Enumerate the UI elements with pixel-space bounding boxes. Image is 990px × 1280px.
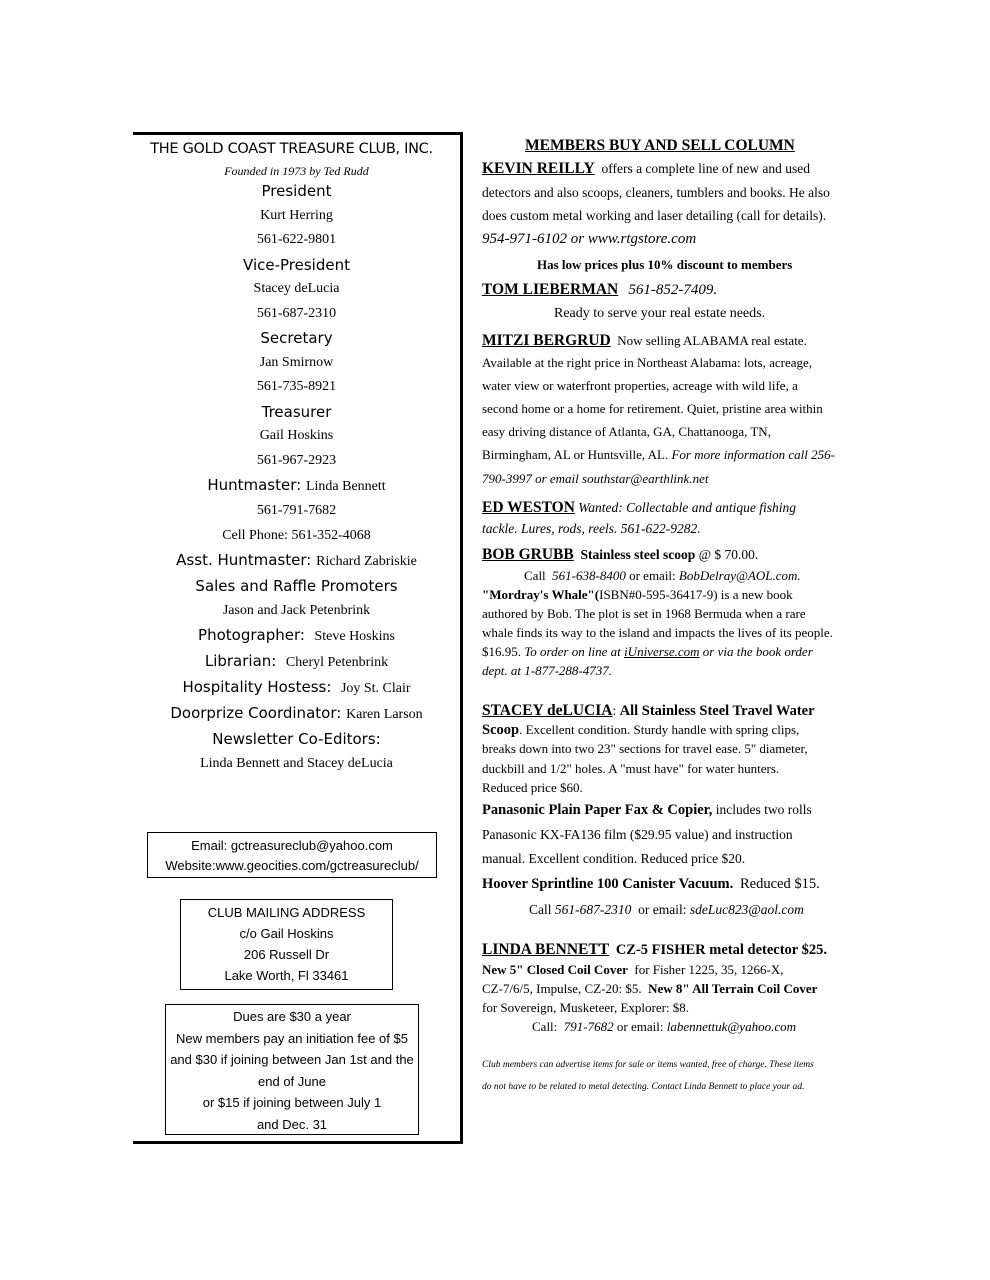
ad-text: CZ-5 FISHER metal detector $25. bbox=[615, 942, 827, 958]
huntmaster-label: Huntmaster bbox=[207, 476, 297, 494]
president-phone: 561-622-9801 bbox=[256, 232, 337, 247]
ad-text: 790-3997 or email southstar@earthlink.net bbox=[482, 471, 709, 486]
ad-text: manual. Excellent condition. Reduced price $20. bbox=[482, 851, 746, 866]
ad-text: includes two rolls bbox=[715, 802, 812, 817]
linda-name: LINDA BENNETT bbox=[482, 941, 610, 958]
ad-text: does custom metal working and laser detailing (call for details). bbox=[482, 208, 827, 223]
ad-text: Wanted: Collectable and antique fishing bbox=[578, 500, 797, 515]
ad-text: authored by Bob. The plot is set in 1968 Bermuda when a rare bbox=[482, 606, 806, 621]
mailing-address-box bbox=[180, 899, 393, 990]
ed-name: ED WESTON bbox=[482, 499, 575, 516]
ad-text: or email: bbox=[638, 902, 687, 917]
stacey-name: STACEY deLUCIA bbox=[482, 702, 613, 719]
contact-box bbox=[147, 832, 437, 878]
ad-text: tackle. Lures, rods, reels. 561-622-9282. bbox=[482, 521, 701, 536]
ad-text: second home or a home for retirement. Quiet, pristine area within bbox=[482, 401, 823, 416]
hostess-row: Hospitality Hostess: Joy St. Clair bbox=[182, 678, 411, 696]
dues-line: New members pay an initiation fee of $5 bbox=[176, 1030, 408, 1046]
bob-ad-line bbox=[482, 546, 758, 564]
huntmaster-row: Huntmaster: Linda Bennett bbox=[207, 476, 386, 494]
secretary-phone: 561-735-8921 bbox=[256, 379, 337, 394]
ad-text bbox=[482, 644, 813, 660]
ad-text: BobDelray@AOL.com. bbox=[678, 568, 801, 583]
tom-phone: 561-852-7409. bbox=[628, 282, 718, 298]
ad-text: @ $ 70.00. bbox=[698, 547, 759, 562]
mailing-line: c/o Gail Hoskins bbox=[239, 926, 334, 941]
tom-ad-line bbox=[482, 281, 717, 299]
footer-note: do not have to be related to metal detecting. Contact Linda Bennett to place your ad. bbox=[482, 1082, 805, 1092]
ad-text: CZ-7/6/5, Impulse, CZ-20: $5. bbox=[482, 981, 642, 996]
treasurer-label: Treasurer bbox=[261, 402, 332, 421]
ad-text: whale finds its way to the island and impacts the lives of its people. bbox=[482, 625, 833, 640]
website-line: Website:www.geocities.com/gctreasureclub/ bbox=[165, 858, 419, 873]
ad-text: or via the book order bbox=[702, 644, 813, 659]
vp-name: Stacey deLucia bbox=[253, 281, 340, 296]
ad-text: easy driving distance of Atlanta, GA, Chattanooga, TN, bbox=[482, 424, 771, 439]
ad-text: Scoop bbox=[482, 722, 520, 738]
dues-line: or $15 if joining between July 1 bbox=[202, 1095, 382, 1110]
ad-text bbox=[524, 568, 801, 584]
hostess-label: Hospitality Hostess bbox=[182, 678, 327, 696]
huntmaster-cell: Cell Phone: 561-352-4068 bbox=[222, 527, 371, 543]
column-title: MEMBERS BUY AND SELL COLUMN bbox=[525, 137, 795, 154]
vp-phone: 561-687-2310 bbox=[256, 305, 337, 321]
ad-text: duckbill and 1/2" holes. A "must have" for water hunters. bbox=[482, 761, 780, 776]
ad-text bbox=[532, 1019, 796, 1035]
ad-text: dept. at 1-877-288-4737. bbox=[482, 663, 612, 678]
ad-text: To order on line at bbox=[524, 644, 621, 659]
ad-text: or email: bbox=[629, 568, 676, 583]
linda-ad-line bbox=[482, 941, 827, 959]
email-line: Email: gctreasureclub@yahoo.com bbox=[191, 838, 393, 853]
founded-note: Founded in 1973 by Ted Rudd bbox=[224, 164, 369, 178]
editors-label: Newsletter Co-Editors bbox=[212, 730, 376, 748]
dues-box bbox=[165, 1004, 419, 1135]
ad-text bbox=[482, 587, 793, 603]
ad-text bbox=[482, 447, 835, 463]
treasurer-phone: 561-967-2923 bbox=[256, 452, 337, 468]
ad-text: offers a complete line of new and used bbox=[601, 161, 811, 176]
ad-text: 561-638-8400 bbox=[552, 568, 626, 583]
ad-text: water view or waterfront properties, acreage with wild life, a bbox=[482, 378, 798, 393]
buy-sell-column bbox=[482, 135, 858, 1095]
ad-text: ISBN#0-595-36417-9) is a new book bbox=[599, 587, 793, 602]
ad-text: 561-687-2310 bbox=[554, 902, 632, 917]
footer-note: Club members can advertise items for sale or items wanted, free of charge. These items bbox=[482, 1060, 814, 1070]
ad-text: for Fisher 1225, 35, 1266-X, bbox=[634, 962, 784, 977]
ad-text: 791-7682 bbox=[563, 1019, 614, 1034]
photographer-label: Photographer bbox=[198, 626, 300, 644]
ad-text bbox=[482, 962, 784, 978]
mailing-line: CLUB MAILING ADDRESS bbox=[207, 905, 366, 920]
ad-text: detectors and also scoops, cleaners, tumblers and books. He also bbox=[482, 185, 830, 200]
ad-text bbox=[482, 802, 812, 819]
ad-text: Now selling ALABAMA real estate. bbox=[617, 333, 807, 348]
ad-text: Available at the right price in Northeast Alabama: lots, acreage, bbox=[482, 355, 813, 370]
ad-text bbox=[482, 981, 817, 997]
mitzi-ad-line bbox=[482, 332, 807, 350]
iuniverse-link[interactable]: iUniverse.com bbox=[624, 644, 700, 659]
huntmaster-phone: 561-791-7682 bbox=[256, 503, 337, 518]
ad-text: Panasonic Plain Paper Fax & Copier, bbox=[482, 802, 713, 818]
sales-names: Jason and Jack Petenbrink bbox=[222, 602, 371, 618]
ad-text: Reduced $15. bbox=[739, 876, 820, 892]
asst-huntmaster-label: Asst. Huntmaster bbox=[176, 551, 307, 569]
ad-text: Ready to serve your real estate needs. bbox=[554, 306, 766, 321]
ad-text: Reduced price $60. bbox=[482, 780, 583, 795]
treasurer-name: Gail Hoskins bbox=[259, 428, 334, 443]
photographer-name: Steve Hoskins bbox=[314, 629, 395, 644]
ad-text: Birmingham, AL or Huntsville, AL. bbox=[482, 447, 669, 462]
dues-line: Dues are $30 a year bbox=[233, 1009, 351, 1024]
doorprize-row: Doorprize Coordinator: Karen Larson bbox=[170, 704, 423, 722]
stacey-ad-line: STACEY deLUCIA: All Stainless Steel Travel Water bbox=[482, 702, 815, 719]
huntmaster-name: Linda Bennett bbox=[305, 479, 386, 494]
dues-line: and $30 if joining between Jan 1st and the bbox=[170, 1052, 414, 1067]
ad-text: "Mordray's Whale"( bbox=[482, 587, 600, 602]
secretary-label: Secretary bbox=[260, 329, 333, 347]
ad-text: sdeLuc823@aol.com bbox=[689, 902, 804, 917]
ad-text: labennettuk@yahoo.com bbox=[666, 1019, 796, 1034]
ad-text: Call bbox=[524, 568, 546, 583]
hostess-name: Joy St. Clair bbox=[340, 681, 411, 696]
ad-text bbox=[529, 902, 804, 918]
doorprize-label: Doorprize Coordinator bbox=[170, 704, 337, 722]
ed-ad-line bbox=[482, 499, 796, 517]
secretary-name: Jan Smirnow bbox=[259, 354, 334, 370]
photographer-row: Photographer: Steve Hoskins bbox=[198, 626, 395, 644]
vp-label: Vice-President bbox=[243, 255, 350, 274]
kevin-name: KEVIN REILLY bbox=[482, 160, 595, 177]
librarian-name: Cheryl Petenbrink bbox=[285, 655, 389, 670]
club-title: THE GOLD COAST TREASURE CLUB, INC. bbox=[150, 141, 433, 157]
mitzi-name: MITZI BERGRUD bbox=[482, 332, 611, 349]
mailing-line: 206 Russell Dr bbox=[243, 947, 330, 962]
ad-text: . Excellent condition. Sturdy handle with spring clips, bbox=[519, 722, 800, 737]
ad-text: For more information call 256- bbox=[671, 447, 835, 462]
club-info-panel bbox=[133, 132, 463, 1144]
ad-text: Panasonic KX-FA136 film ($29.95 value) and instruction bbox=[482, 827, 793, 842]
ad-text: or email: bbox=[616, 1019, 664, 1034]
ad-text: Call: bbox=[532, 1019, 558, 1034]
ad-text bbox=[482, 876, 820, 893]
ad-text: New 5" Closed Coil Cover bbox=[482, 962, 628, 977]
dues-line: end of June bbox=[258, 1073, 326, 1089]
president-label: President bbox=[261, 182, 332, 200]
mailing-line: Lake Worth, Fl 33461 bbox=[224, 968, 349, 983]
dues-line: and Dec. 31 bbox=[256, 1116, 328, 1132]
editors-row: Newsletter Co-Editors: bbox=[212, 730, 381, 748]
doorprize-name: Karen Larson bbox=[346, 707, 423, 722]
ad-text: Stainless steel scoop bbox=[580, 547, 696, 562]
ad-text: All Stainless Steel Travel Water bbox=[619, 703, 815, 719]
ad-text: for Sovereign, Musketeer, Explorer: $8. bbox=[482, 1000, 690, 1015]
bob-name: BOB GRUBB bbox=[482, 546, 574, 563]
kevin-discount: Has low prices plus 10% discount to members bbox=[537, 257, 793, 272]
ad-text: breaks down into two 23" sections for travel ease. 5" diameter, bbox=[482, 741, 808, 756]
ad-text: Call bbox=[529, 902, 552, 917]
asst-huntmaster-row: Asst. Huntmaster: Richard Zabriskie bbox=[176, 551, 417, 569]
editors-names: Linda Bennett and Stacey deLucia bbox=[200, 756, 393, 771]
president-name: Kurt Herring bbox=[260, 207, 333, 223]
kevin-ad-line bbox=[482, 160, 810, 178]
tom-name: TOM LIEBERMAN bbox=[482, 281, 619, 298]
ad-text bbox=[482, 722, 799, 739]
ad-text: Hoover Sprintline 100 Canister Vacuum. bbox=[482, 876, 734, 892]
ad-text: $16.95. bbox=[482, 644, 521, 659]
librarian-row: Librarian: Cheryl Petenbrink bbox=[204, 652, 389, 670]
asst-huntmaster-name: Richard Zabriskie bbox=[316, 554, 417, 569]
kevin-contact: 954-971-6102 or www.rtgstore.com bbox=[482, 231, 697, 247]
ad-text: New 8" All Terrain Coil Cover bbox=[648, 981, 818, 996]
sales-label: Sales and Raffle Promoters bbox=[195, 577, 398, 595]
librarian-label: Librarian bbox=[204, 652, 272, 670]
